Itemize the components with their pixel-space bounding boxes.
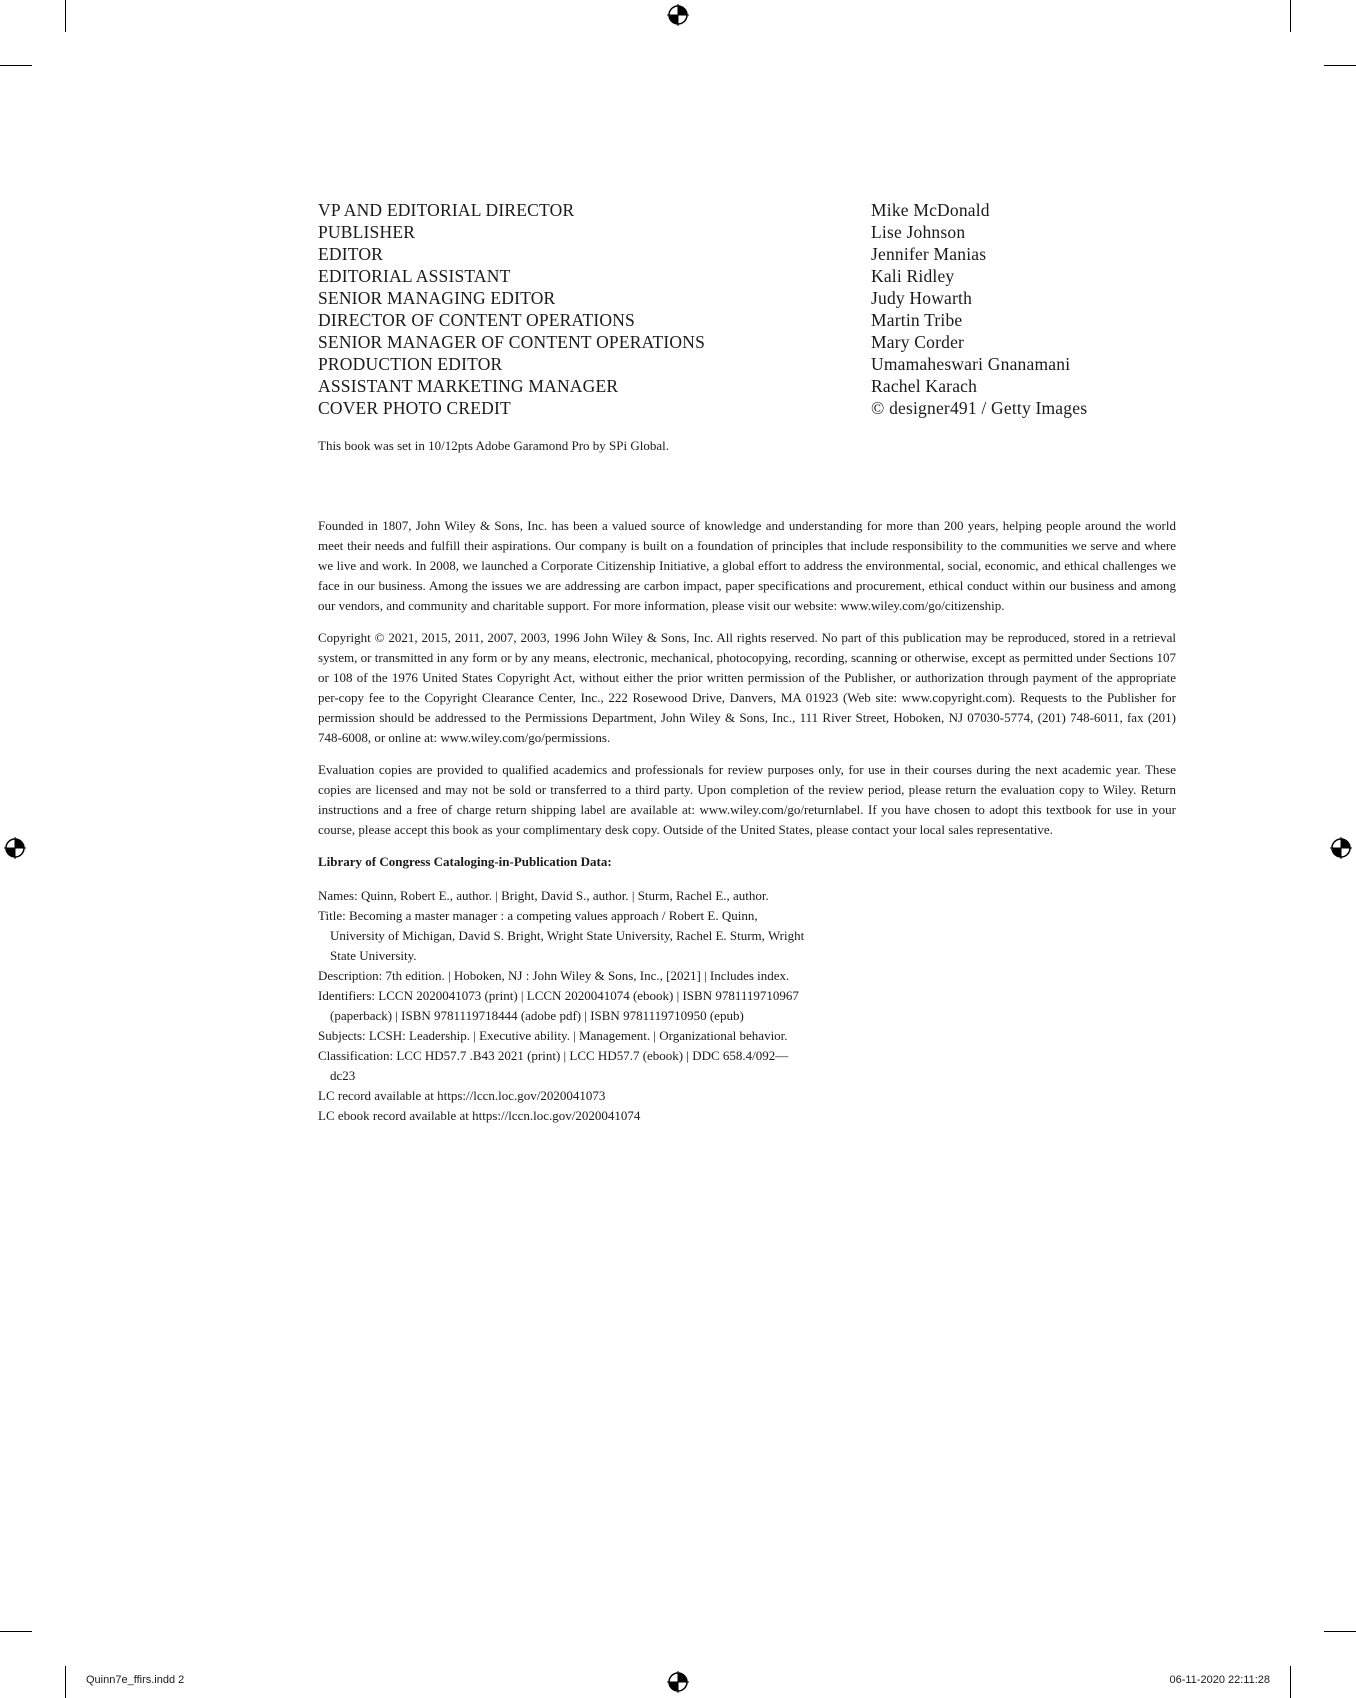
cip-entry: LC record available at https://lccn.loc.gov/2020041073 [318, 1088, 606, 1103]
staff-row [318, 265, 1108, 287]
cip-entry: Classification: LCC HD57.7 .B43 2021 (print) | LCC HD57.7 (ebook) | DDC 658.4/092—dc23 [318, 1048, 789, 1083]
staff-name: Jennifer Manias [871, 244, 987, 264]
registration-mark-icon [1330, 837, 1352, 859]
cip-heading: Library of Congress Cataloging-in-Publication Data: [318, 854, 612, 869]
staff-role: PUBLISHER [318, 222, 416, 242]
staff-name: Mary Corder [871, 332, 965, 352]
staff-role: SENIOR MANAGER OF CONTENT OPERATIONS [318, 332, 706, 352]
staff-row [318, 243, 1108, 265]
crop-mark [1324, 1631, 1356, 1632]
staff-row [318, 199, 1108, 221]
legal-body [318, 516, 1176, 1126]
staff-role: SENIOR MANAGING EDITOR [318, 288, 556, 308]
cip-entry: Description: 7th edition. | Hoboken, NJ : John Wiley & Sons, Inc., [2021] | Includes index. [318, 968, 790, 983]
staff-name: Martin Tribe [871, 310, 963, 330]
crop-mark [65, 1666, 66, 1698]
cip-entry: Identifiers: LCCN 2020041073 (print) | LCCN 2020041074 (ebook) | ISBN 9781119710967 (paperback) | ISBN 9781119718444 (adobe pdf) | ISBN 9781119710950 (epub) [318, 988, 799, 1023]
staff-role: VP AND EDITORIAL DIRECTOR [318, 200, 575, 220]
founded-paragraph: Founded in 1807, John Wiley & Sons, Inc. has been a valued source of knowledge and understanding for more than 200 years, helping people around the world meet their needs and fulfill their aspirations. Our company is built on a foundation of principles that include responsibility to the communities we serve and where we live and work. In 2008, we launched a Corporate Citizenship Initiative, a global effort to address the environmental, social, economic, and ethical challenges we face in our business. Among the issues we are addressing are carbon impact, paper specifications and procurement, ethical conduct within our business and among our vendors, and community and charitable support. For more information, please visit our website: www.wiley.com/go/citizenship. [318, 518, 1176, 613]
slug-datetime: 06-11-2020 22:11:28 [1169, 1674, 1270, 1686]
crop-mark [1290, 1666, 1291, 1698]
staff-role: EDITORIAL ASSISTANT [318, 266, 511, 286]
slug-filename: Quinn7e_ffirs.indd 2 [86, 1674, 185, 1686]
staff-row [318, 375, 1108, 397]
evaluation-paragraph: Evaluation copies are provided to qualified academics and professionals for review purposes only, for use in their courses during the next academic year. These copies are licensed and may not be sold or transferred to a third party. Upon completion of the review period, please return the evaluation copy to Wiley. Return instructions and a free of charge return shipping label are available at: www.wiley.com/go/returnlabel. If you have chosen to adopt this textbook for use in your course, please accept this book as your complimentary desk copy. Outside of the United States, please contact your local sales representative. [318, 762, 1176, 837]
staff-role: ASSISTANT MARKETING MANAGER [318, 376, 619, 396]
cip-entry: LC ebook record available at https://lccn.loc.gov/2020041074 [318, 1108, 641, 1123]
registration-mark-icon [4, 837, 26, 859]
staff-row [318, 309, 1108, 331]
cip-entry: Subjects: LCSH: Leadership. | Executive ability. | Management. | Organizational behavior. [318, 1028, 788, 1043]
registration-mark-icon [667, 1671, 689, 1693]
registration-mark-icon [667, 4, 689, 26]
staff-role: EDITOR [318, 244, 384, 264]
crop-mark [0, 65, 32, 66]
staff-row [318, 353, 1108, 375]
crop-mark [1290, 0, 1291, 32]
cip-entry: Title: Becoming a master manager : a competing values approach / Robert E. Quinn, University of Michigan, David S. Bright, Wright State University, Rachel E. Sturm, Wright State University. [318, 908, 805, 963]
staff-role: COVER PHOTO CREDIT [318, 398, 511, 418]
staff-name: © designer491 / Getty Images [871, 398, 1088, 418]
staff-name: Mike McDonald [871, 200, 990, 220]
copyright-paragraph: Copyright © 2021, 2015, 2011, 2007, 2003, 1996 John Wiley & Sons, Inc. All rights reserved. No part of this publication may be reproduced, stored in a retrieval system, or transmitted in any form or by any means, electronic, mechanical, photocopying, recording, scanning or otherwise, except as permitted under Sections 107 or 108 of the 1976 United States Copyright Act, without either the prior written permission of the Publisher, or authorization through payment of the appropriate per-copy fee to the Copyright Clearance Center, Inc., 222 Rosewood Drive, Danvers, MA 01923 (Web site: www.copyright.com). Requests to the Publisher for permission should be addressed to the Permissions Department, John Wiley & Sons, Inc., 111 River Street, Hoboken, NJ 07030-5774, (201) 748-6011, fax (201) 748-6008, or online at: www.wiley.com/go/permissions. [318, 630, 1176, 745]
staff-role: DIRECTOR OF CONTENT OPERATIONS [318, 310, 635, 330]
crop-mark [0, 1631, 32, 1632]
staff-name: Lise Johnson [871, 222, 966, 242]
staff-row [318, 397, 1108, 419]
cip-block [318, 886, 813, 1126]
crop-mark [1324, 65, 1356, 66]
cip-entry: Names: Quinn, Robert E., author. | Bright, David S., author. | Sturm, Rachel E., author. [318, 888, 769, 903]
typeset-note: This book was set in 10/12pts Adobe Garamond Pro by SPi Global. [318, 438, 669, 453]
staff-row [318, 287, 1108, 309]
staff-credits [318, 199, 1108, 419]
staff-name: Kali Ridley [871, 266, 955, 286]
staff-name: Umamaheswari Gnanamani [871, 354, 1071, 374]
staff-name: Judy Howarth [871, 288, 973, 308]
staff-name: Rachel Karach [871, 376, 978, 396]
staff-role: PRODUCTION EDITOR [318, 354, 503, 374]
crop-mark [65, 0, 66, 32]
staff-row [318, 221, 1108, 243]
staff-row [318, 331, 1108, 353]
